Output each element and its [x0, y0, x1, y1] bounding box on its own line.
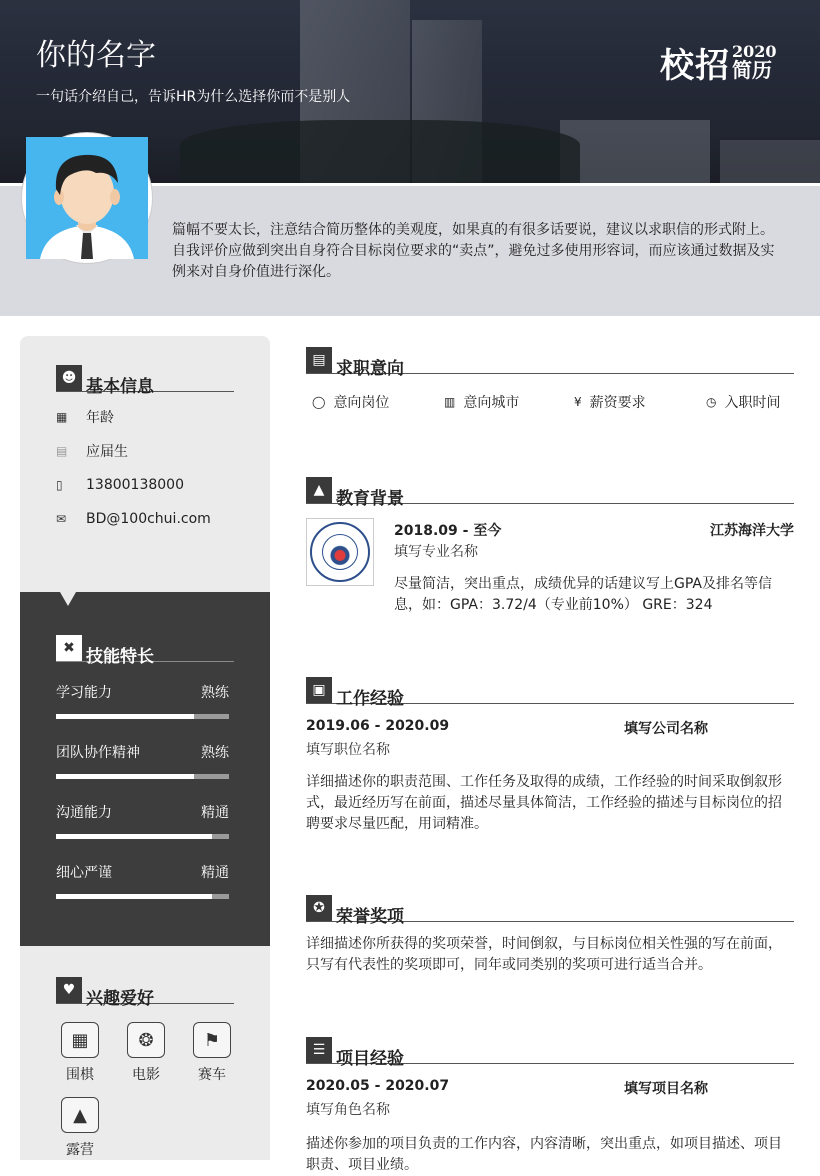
info-email: [56, 502, 234, 536]
intent-item: [574, 392, 646, 412]
skill-bar-fill: [56, 774, 194, 779]
project-role: 填写角色名称: [306, 1102, 390, 1118]
skill-item: [56, 682, 229, 719]
section-header: [306, 896, 794, 927]
candidate-tagline: 一句话介绍自己，告诉HR为什么选择你而不是别人: [36, 89, 351, 105]
section-header: [56, 636, 234, 667]
section-header: [306, 348, 794, 379]
skill-item: [56, 862, 229, 899]
work-experience-section: [306, 678, 794, 838]
hobby-label: 赛车: [198, 1067, 226, 1083]
education-section: [306, 478, 794, 618]
info-age: [56, 400, 234, 434]
school-logo: [306, 518, 374, 586]
job-position: 填写职位名称: [306, 742, 390, 758]
hobby-label: 露营: [66, 1142, 94, 1158]
skill-name: 学习能力: [56, 685, 112, 701]
yen-icon: ¥: [574, 395, 582, 409]
briefcase-icon: ▣: [306, 677, 332, 703]
intent-item: [312, 392, 389, 412]
hobbies-section: [56, 978, 234, 1158]
project-name: 填写项目名称: [624, 1081, 708, 1097]
section-header: [306, 678, 794, 709]
hobby-item: [122, 1022, 170, 1084]
logo-main: 校招: [660, 45, 730, 86]
candidate-name: 你的名字: [36, 38, 156, 73]
intent-label: 入职时间: [724, 395, 781, 411]
user-card-icon: ☻: [56, 365, 82, 391]
graduation-cap-icon: ▲: [306, 477, 332, 503]
left-sidebar: [20, 336, 270, 1160]
intent-label: 意向城市: [463, 395, 520, 411]
skills-notch: [60, 592, 76, 606]
section-title: 兴趣爱好: [86, 989, 154, 1009]
info-text: 应届生: [86, 444, 128, 460]
section-header: [56, 978, 234, 1009]
school-name: 江苏海洋大学: [710, 523, 794, 539]
skill-level: 熟练: [201, 745, 229, 761]
layers-icon: ☰: [306, 1037, 332, 1063]
intent-label: 薪资要求: [589, 395, 646, 411]
hobby-label: 围棋: [66, 1067, 94, 1083]
hobby-label: 电影: [132, 1067, 160, 1083]
section-title: 基本信息: [86, 377, 154, 397]
mail-icon: ✉: [56, 512, 67, 526]
honors-description: 详细描述你所获得的奖项荣誉，时间倒叙，与目标岗位相关性强的写在前面，只写有代表性的奖项即可，同年或同类别的奖项可进行适当合并。: [306, 936, 782, 973]
city-icon: ▥: [444, 395, 456, 409]
film-reel-icon: ❂: [127, 1022, 165, 1058]
basic-info-list: [56, 400, 234, 536]
skill-item: [56, 802, 229, 839]
job-intent-row: [306, 392, 794, 414]
clock-icon: ◷: [706, 395, 717, 409]
skill-item: [56, 742, 229, 779]
position-icon: ◯: [312, 395, 326, 409]
clipboard-icon: ▤: [306, 347, 332, 373]
skill-level: 精通: [201, 805, 229, 821]
medal-icon: ✪: [306, 895, 332, 921]
project-description: 描述你参加的项目负责的工作内容，内容清晰，突出重点，如项目描述、项目职责、项目业绩。: [306, 1136, 782, 1173]
phone-icon: ▯: [56, 478, 63, 492]
intent-label: 意向岗位: [333, 395, 390, 411]
tent-icon: ▲: [61, 1097, 99, 1133]
work-description: 详细描述你的职责范围、工作任务及取得的成绩，工作经验的时间采取倒叙形式，最近经历写在前面，描述尽量具体简洁，工作经验的描述与目标岗位的招聘要求尽量匹配，用词精准。: [306, 774, 782, 832]
tools-icon: ✖: [56, 635, 82, 661]
section-title: 教育背景: [336, 489, 404, 509]
hobby-item: [56, 1097, 104, 1159]
skill-bar-fill: [56, 834, 212, 839]
skills-section: [20, 592, 270, 946]
basic-info-section: [56, 366, 234, 536]
info-phone: [56, 468, 234, 502]
info-status: [56, 434, 234, 468]
info-text: BD@100chui.com: [86, 511, 211, 527]
campus-recruit-logo: [660, 40, 777, 84]
racing-flag-icon: ⚑: [193, 1022, 231, 1058]
section-title: 项目经验: [336, 1049, 404, 1069]
skill-bar: [56, 714, 229, 719]
job-intent-section: [306, 348, 794, 411]
intent-item: [706, 392, 780, 412]
hobby-item: [188, 1022, 236, 1084]
id-card-icon: ▤: [56, 444, 68, 458]
project-experience-section: [306, 1038, 794, 1173]
section-header: [306, 1038, 794, 1069]
avatar: [22, 133, 152, 263]
avatar-illustration-icon: [26, 137, 148, 259]
avatar-image: [26, 137, 148, 259]
logo-year: 2020: [732, 42, 777, 61]
education-description: 尽量简洁，突出重点，成绩优异的话建议写上GPA及排名等信息，如：GPA：3.72/4（专业前10%） GRE：324: [394, 576, 772, 613]
skill-name: 沟通能力: [56, 805, 112, 821]
skill-bar: [56, 774, 229, 779]
section-header: [56, 366, 234, 397]
school-seal-icon: [310, 522, 370, 582]
info-text: 13800138000: [86, 477, 184, 493]
section-title: 技能特长: [86, 647, 154, 667]
skill-name: 团队协作精神: [56, 745, 140, 761]
skill-name: 细心严谨: [56, 865, 112, 881]
project-date: 2020.05 - 2020.07: [306, 1078, 450, 1094]
honors-section: [306, 896, 794, 986]
skill-level: 精通: [201, 865, 229, 881]
skill-bar-fill: [56, 714, 194, 719]
intent-item: [444, 392, 519, 412]
skill-bar-fill: [56, 894, 212, 899]
section-title: 工作经验: [336, 689, 404, 709]
company-name: 填写公司名称: [624, 721, 708, 737]
go-board-icon: ▦: [61, 1022, 99, 1058]
section-title: 求职意向: [336, 359, 404, 379]
work-date: 2019.06 - 2020.09: [306, 718, 450, 734]
heart-icon: ♥: [56, 977, 82, 1003]
skill-bar: [56, 834, 229, 839]
skill-bar: [56, 894, 229, 899]
logo-sub: 简历: [732, 58, 772, 82]
education-date: 2018.09 - 至今: [394, 523, 502, 539]
skill-level: 熟练: [201, 685, 229, 701]
self-summary-text: 篇幅不要太长，注意结合简历整体的美观度，如果真的有很多话要说，建议以求职信的形式附上。自我评价应做到突出自身符合目标岗位要求的“卖点”，避免过多使用形容词，而应该通过数据及实例来对自身价值进行深化。: [172, 222, 775, 280]
calendar-icon: ▦: [56, 410, 68, 424]
section-title: 荣誉奖项: [336, 907, 404, 927]
section-header: [306, 478, 794, 509]
hobby-item: [56, 1022, 104, 1084]
major-name: 填写专业名称: [394, 544, 478, 560]
info-text: 年龄: [86, 410, 114, 426]
